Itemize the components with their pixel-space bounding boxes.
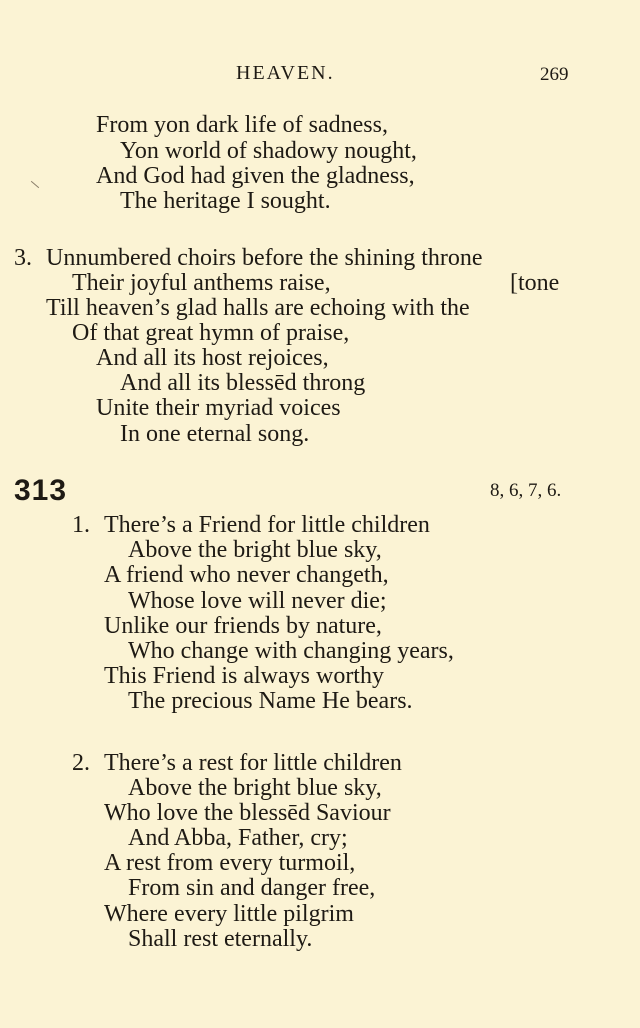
hymn-meter: 8, 6, 7, 6. <box>490 480 562 501</box>
verse-number: 3. <box>14 245 32 271</box>
stanza-line: From yon dark life of sadness, <box>96 112 388 138</box>
stanza-line-carryover: [tone <box>510 270 560 296</box>
stanza-line: And God had given the gladness, <box>96 163 415 189</box>
stanza-line: Unnumbered choirs before the shining throne <box>46 245 483 271</box>
verse-line: Where every little pilgrim <box>104 901 354 927</box>
verse-number: 1. <box>72 512 90 538</box>
verse-line: From sin and danger free, <box>128 875 376 901</box>
stanza-line: Unite their myriad voices <box>96 395 341 421</box>
verse-number: 2. <box>72 750 90 776</box>
verse-line: A rest from every turmoil, <box>104 850 356 876</box>
stanza-line: The heritage I sought. <box>120 188 331 214</box>
stanza-line: Of that great hymn of praise, <box>72 320 350 346</box>
stanza-line: Yon world of shadowy nought, <box>120 138 417 164</box>
verse-line: The precious Name He bears. <box>128 688 413 714</box>
page-number: 269 <box>540 64 569 85</box>
verse-line: Above the bright blue sky, <box>128 775 382 801</box>
running-header: HEAVEN. <box>236 62 335 84</box>
stanza-line: In one eternal song. <box>120 421 310 447</box>
verse-line: Above the bright blue sky, <box>128 537 382 563</box>
verse-line: Unlike our friends by nature, <box>104 613 382 639</box>
stanza-line: And all its host rejoices, <box>96 345 329 371</box>
verse-line: Whose love will never die; <box>128 588 387 614</box>
verse-line: This Friend is always worthy <box>104 663 384 689</box>
hymn-number: 313 <box>14 474 68 507</box>
verse-line: Shall rest eternally. <box>128 926 313 952</box>
stray-mark <box>31 181 39 188</box>
stanza-line: And all its blessēd throng <box>120 370 366 396</box>
verse-line: Who love the blessēd Saviour <box>104 800 391 826</box>
stanza-line: Till heaven’s glad halls are echoing with the <box>46 295 470 321</box>
verse-line: Who change with changing years, <box>128 638 454 664</box>
stanza-line: Their joyful anthems raise, <box>72 270 331 296</box>
verse-line: A friend who never changeth, <box>104 562 389 588</box>
verse-line: There’s a rest for little children <box>104 750 402 776</box>
verse-line: There’s a Friend for little children <box>104 512 430 538</box>
verse-line: And Abba, Father, cry; <box>128 825 348 851</box>
